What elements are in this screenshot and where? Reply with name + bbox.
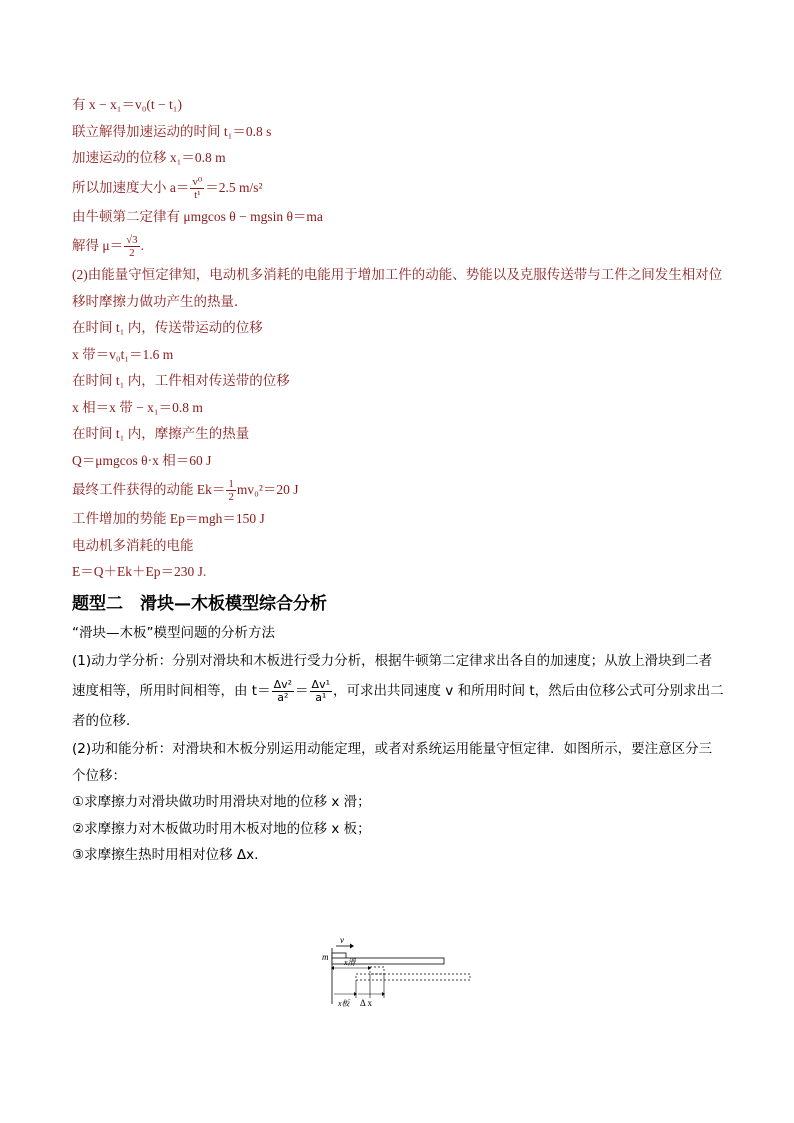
eq-line-11: x 相＝x 带 − x₁＝0.8 m (72, 399, 203, 415)
fraction-numerator: Δv² (273, 677, 293, 691)
arrow-head (331, 966, 334, 970)
fraction-denominator: 2 (129, 247, 135, 260)
eq-line-4-b: ＝2.5 m/s² (205, 179, 263, 195)
eq-line-6-a: 解得 μ＝ (72, 238, 124, 253)
fraction-numerator: 1 (228, 478, 234, 491)
fraction-denominator: a¹ (315, 690, 327, 704)
fraction-denominator: 2 (228, 491, 234, 504)
eq-line-6-b: . (140, 238, 145, 253)
eq-line-4-a: 所以加速度大小 a＝ (72, 179, 190, 195)
eq-line-5: 由牛顿第二定律有 μmgcos θ − mgsin θ＝ma (72, 208, 323, 224)
eq-line-16: 电动机多消耗的电能 (72, 537, 194, 553)
fraction-numerator: v⁰ (192, 175, 203, 188)
eq-line-14 (72, 474, 724, 506)
eq-line-12: 在时间 t₁ 内，摩擦产生的热量 (72, 426, 250, 441)
arrow-head (354, 992, 357, 996)
eq-line-3: 加速运动的位移 x₁＝0.8 m (72, 150, 226, 165)
slider-block-final (370, 967, 384, 974)
eq-line-15: 工件增加的势能 Ep＝mgh＝150 J (72, 511, 265, 526)
label-delta-x: Δ x (360, 998, 373, 1008)
eq-line-2: 联立解得加速运动的时间 t₁＝0.8 s (72, 123, 272, 139)
section-intro: “滑块—木板”模型问题的分析方法 (72, 624, 275, 641)
fraction (310, 679, 332, 704)
dynamics-paragraph-b: ，可求出共同速度 v 和所用时间 t，然后由位移公式可分别求出二者的位移． (72, 683, 724, 729)
energy-analysis-paragraph: (2)功和能分析：对滑块和木板分别运用动能定理，或者对系统运用能量守恒定律．如图所示，要注意区分三个位移： (72, 741, 713, 784)
eq-line-1: 有 x − x₁＝v₀(t − t₁) (72, 97, 182, 112)
board-final (356, 974, 470, 980)
eq-line-8: 在时间 t₁ 内，传送带运动的位移 (72, 320, 263, 335)
fraction-denominator: t¹ (194, 188, 201, 201)
fraction-numerator: √3 (126, 234, 138, 247)
fraction-numerator: Δv¹ (311, 677, 330, 691)
equals-sign: ＝ (295, 683, 309, 699)
document-body (72, 92, 724, 869)
fraction (272, 679, 294, 704)
arrow-head (368, 966, 371, 970)
label-v: v (340, 935, 344, 945)
eq-line-14-b: mv₀²＝20 J (236, 482, 299, 497)
arrow-head (350, 944, 354, 949)
dynamics-paragraph (72, 646, 724, 736)
eq-line-14-a: 最终工件获得的动能 Ek＝ (72, 482, 226, 497)
list-item-3: ③求摩擦生热时用相对位移 Δx. (72, 847, 259, 863)
slider-board-diagram (318, 934, 478, 1012)
eq-line-10: 在时间 t₁ 内，工件相对传送带的位移 (72, 373, 290, 388)
eq-line-4 (72, 172, 724, 204)
eq-line-13: Q＝μmgcos θ·x 相＝60 J (72, 452, 212, 468)
fraction-denominator: a² (277, 690, 289, 704)
list-item-1: ①求摩擦力对滑块做功时用滑块对地的位移 x 滑； (72, 794, 371, 810)
eq-line-9: x 带＝v₀t₁＝1.6 m (72, 346, 174, 362)
eq-line-6 (72, 230, 724, 262)
label-x-slide: x滑 (344, 958, 356, 967)
list-item-2: ②求摩擦力对木板做功时用木板对地的位移 x 板； (72, 820, 371, 837)
energy-paragraph: (2)由能量守恒定律知，电动机多消耗的电能用于增加工件的动能、势能以及克服传送带与工件之间发生相对位移时摩擦力做功产生的热量． (72, 267, 723, 309)
eq-line-17: E＝Q＋Ek＋Ep＝230 J. (72, 564, 207, 579)
fraction (124, 234, 140, 259)
fraction (226, 478, 236, 503)
fraction (190, 176, 204, 201)
label-m: m (322, 952, 329, 962)
section-heading: 题型二 滑块—木板模型综合分析 (72, 593, 327, 614)
arrow-head (382, 992, 385, 996)
label-x-board: x板 (338, 999, 350, 1008)
dynamics-paragraph-a: (1)动力学分析：分别对滑块和木板进行受力分析，根据牛顿第二定律求出各自的加速度；从放上滑块到二者速度相等，所用时间相等，由 t＝ (72, 653, 713, 699)
